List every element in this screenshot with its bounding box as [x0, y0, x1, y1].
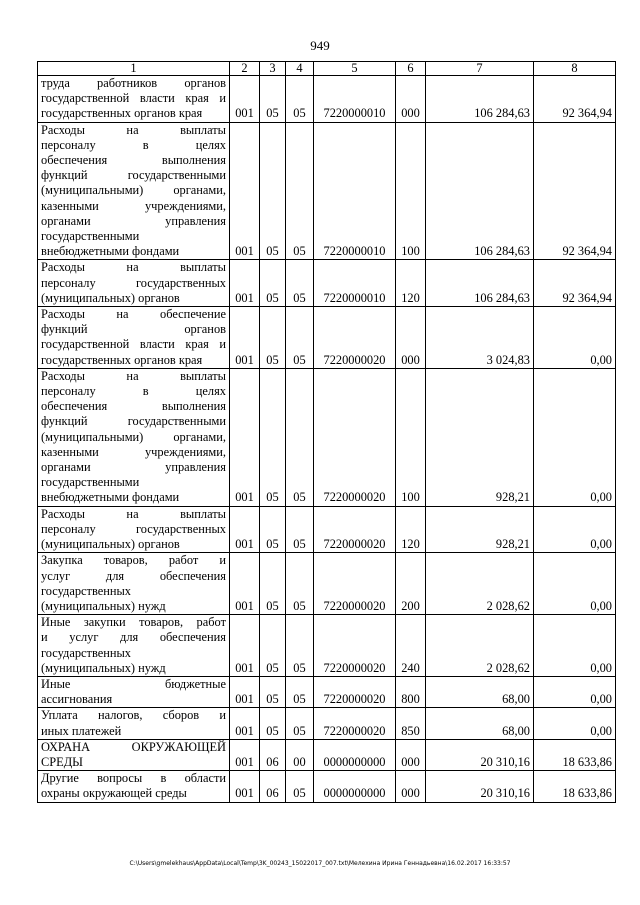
description-line: СРЕДЫ [41, 754, 83, 769]
section-code: 05 [260, 307, 286, 369]
target-code: 7220000010 [314, 122, 396, 260]
description-line: функций государственными [41, 414, 226, 429]
description-line: ОХРАНА ОКРУЖАЮЩЕЙ [41, 739, 226, 754]
target-code: 7220000020 [314, 676, 396, 707]
table-row [38, 676, 616, 707]
subsection-code: 05 [286, 708, 314, 739]
row-description [38, 307, 230, 369]
subsection-code: 05 [286, 260, 314, 307]
target-code: 7220000020 [314, 368, 396, 506]
description-line: Другие вопросы в области [41, 771, 226, 786]
row-description [38, 122, 230, 260]
description-line: Расходы на выплаты [41, 368, 226, 383]
description-line: персоналу государственных [41, 275, 226, 290]
description-line: персоналу государственных [41, 521, 226, 536]
admin-code: 001 [230, 76, 260, 123]
section-code: 05 [260, 260, 286, 307]
target-code: 7220000020 [314, 506, 396, 553]
description-line: услуг для обеспечения [41, 568, 226, 583]
amount-plan: 928,21 [426, 506, 534, 553]
table-row [38, 506, 616, 553]
admin-code: 001 [230, 771, 260, 802]
amount-plan: 928,21 [426, 368, 534, 506]
amount-actual: 0,00 [534, 676, 616, 707]
description-line: обеспечения выполнения [41, 153, 226, 168]
table-row [38, 307, 616, 369]
subsection-code: 00 [286, 739, 314, 770]
description-line: ассигнования [41, 692, 113, 707]
expense-type-code: 120 [396, 506, 426, 553]
description-line: государственных органов края [41, 106, 203, 121]
column-header: 2 [230, 62, 260, 76]
amount-plan: 68,00 [426, 676, 534, 707]
amount-plan: 106 284,63 [426, 76, 534, 123]
description-line: Закупка товаров, работ и [41, 553, 226, 568]
subsection-code: 05 [286, 122, 314, 260]
amount-actual: 92 364,94 [534, 260, 616, 307]
target-code: 7220000020 [314, 708, 396, 739]
description-line: иных платежей [41, 723, 122, 738]
description-line: Расходы на выплаты [41, 122, 226, 137]
target-code: 7220000020 [314, 553, 396, 615]
section-code: 06 [260, 739, 286, 770]
admin-code: 001 [230, 708, 260, 739]
admin-code: 001 [230, 368, 260, 506]
row-description [38, 615, 230, 677]
section-code: 05 [260, 506, 286, 553]
section-code: 05 [260, 368, 286, 506]
section-code: 05 [260, 76, 286, 123]
row-description [38, 76, 230, 123]
description-line: Расходы на выплаты [41, 506, 226, 521]
table-row [38, 553, 616, 615]
expense-type-code: 000 [396, 307, 426, 369]
description-line: казенными учреждениями, [41, 444, 226, 459]
table-body [38, 76, 616, 803]
description-line: внебюджетными фондами [41, 244, 180, 259]
description-line: государственными [41, 229, 140, 244]
section-code: 05 [260, 122, 286, 260]
row-description [38, 506, 230, 553]
target-code: 7220000020 [314, 307, 396, 369]
description-line: (муниципальных) нужд [41, 660, 166, 675]
description-line: труда работников органов [41, 76, 226, 90]
description-line: (муниципальными) органами, [41, 429, 226, 444]
description-line: персоналу в целях [41, 137, 226, 152]
target-code: 7220000020 [314, 615, 396, 677]
column-header: 7 [426, 62, 534, 76]
amount-actual: 0,00 [534, 307, 616, 369]
amount-plan: 106 284,63 [426, 122, 534, 260]
expense-type-code: 100 [396, 122, 426, 260]
amount-actual: 92 364,94 [534, 76, 616, 123]
target-code: 0000000000 [314, 739, 396, 770]
column-header: 5 [314, 62, 396, 76]
description-line: функций органов [41, 322, 226, 337]
description-line: (муниципальными) органами, [41, 183, 226, 198]
admin-code: 001 [230, 307, 260, 369]
row-description [38, 771, 230, 802]
section-code: 05 [260, 708, 286, 739]
description-line: государственных органов края [41, 352, 203, 367]
section-code: 05 [260, 553, 286, 615]
description-line: государственных [41, 583, 132, 598]
amount-actual: 0,00 [534, 615, 616, 677]
expense-type-code: 000 [396, 739, 426, 770]
amount-actual: 18 633,86 [534, 739, 616, 770]
target-code: 0000000000 [314, 771, 396, 802]
amount-plan: 20 310,16 [426, 739, 534, 770]
target-code: 7220000010 [314, 260, 396, 307]
amount-plan: 2 028,62 [426, 615, 534, 677]
subsection-code: 05 [286, 676, 314, 707]
table-row [38, 708, 616, 739]
description-line: Расходы на обеспечение [41, 307, 226, 322]
admin-code: 001 [230, 615, 260, 677]
table-row [38, 771, 616, 802]
amount-actual: 0,00 [534, 368, 616, 506]
description-line: казенными учреждениями, [41, 198, 226, 213]
description-line: персоналу в целях [41, 384, 226, 399]
amount-plan: 20 310,16 [426, 771, 534, 802]
footer-path: C:\Users\gmelekhaus\AppData\Local\Temp\3K_00243_15022017_007.txt\Мелехина Ирина Геннадьевна\16.02.2017 16:33:57 [129, 860, 511, 867]
expense-type-code: 000 [396, 771, 426, 802]
column-header: 8 [534, 62, 616, 76]
description-line: государственной власти края и [41, 337, 226, 352]
table-row [38, 368, 616, 506]
description-line: (муниципальных) органов [41, 290, 180, 305]
description-line: охраны окружающей среды [41, 786, 187, 801]
subsection-code: 05 [286, 307, 314, 369]
expense-type-code: 200 [396, 553, 426, 615]
admin-code: 001 [230, 553, 260, 615]
subsection-code: 05 [286, 76, 314, 123]
subsection-code: 05 [286, 615, 314, 677]
row-description [38, 368, 230, 506]
section-code: 05 [260, 615, 286, 677]
description-line: Иные бюджетные [41, 676, 226, 691]
description-line: обеспечения выполнения [41, 399, 226, 414]
target-code: 7220000010 [314, 76, 396, 123]
description-line: Иные закупки товаров, работ [41, 615, 226, 630]
subsection-code: 05 [286, 368, 314, 506]
description-line: (муниципальных) органов [41, 537, 180, 552]
amount-actual: 0,00 [534, 708, 616, 739]
subsection-code: 05 [286, 506, 314, 553]
description-line: (муниципальных) нужд [41, 598, 166, 613]
amount-plan: 68,00 [426, 708, 534, 739]
table-row [38, 260, 616, 307]
description-line: органами управления [41, 460, 226, 475]
admin-code: 001 [230, 260, 260, 307]
description-line: государственных [41, 645, 132, 660]
expense-type-code: 850 [396, 708, 426, 739]
amount-actual: 0,00 [534, 506, 616, 553]
admin-code: 001 [230, 506, 260, 553]
description-line: и услуг для обеспечения [41, 630, 226, 645]
page-number: 949 [310, 38, 330, 53]
description-line: внебюджетными фондами [41, 490, 180, 505]
table-row [38, 76, 616, 123]
expense-type-code: 000 [396, 76, 426, 123]
amount-plan: 2 028,62 [426, 553, 534, 615]
subsection-code: 05 [286, 771, 314, 802]
amount-plan: 3 024,83 [426, 307, 534, 369]
row-description [38, 553, 230, 615]
admin-code: 001 [230, 739, 260, 770]
table-row [38, 739, 616, 770]
subsection-code: 05 [286, 553, 314, 615]
column-header: 3 [260, 62, 286, 76]
section-code: 06 [260, 771, 286, 802]
amount-plan: 106 284,63 [426, 260, 534, 307]
expense-type-code: 240 [396, 615, 426, 677]
description-line: Расходы на выплаты [41, 260, 226, 275]
column-header: 1 [38, 62, 230, 76]
admin-code: 001 [230, 122, 260, 260]
expense-type-code: 800 [396, 676, 426, 707]
amount-actual: 92 364,94 [534, 122, 616, 260]
expense-type-code: 100 [396, 368, 426, 506]
row-description [38, 676, 230, 707]
description-line: органами управления [41, 213, 226, 228]
row-description [38, 739, 230, 770]
row-description [38, 260, 230, 307]
table-row [38, 122, 616, 260]
description-line: государственной власти края и [41, 91, 226, 106]
description-line: функций государственными [41, 168, 226, 183]
column-header: 6 [396, 62, 426, 76]
header-row [38, 62, 616, 76]
expense-type-code: 120 [396, 260, 426, 307]
amount-actual: 18 633,86 [534, 771, 616, 802]
section-code: 05 [260, 676, 286, 707]
admin-code: 001 [230, 676, 260, 707]
table-row [38, 615, 616, 677]
description-line: государственными [41, 475, 140, 490]
amount-actual: 0,00 [534, 553, 616, 615]
row-description [38, 708, 230, 739]
column-header: 4 [286, 62, 314, 76]
description-line: Уплата налогов, сборов и [41, 708, 226, 723]
budget-table [37, 61, 616, 803]
